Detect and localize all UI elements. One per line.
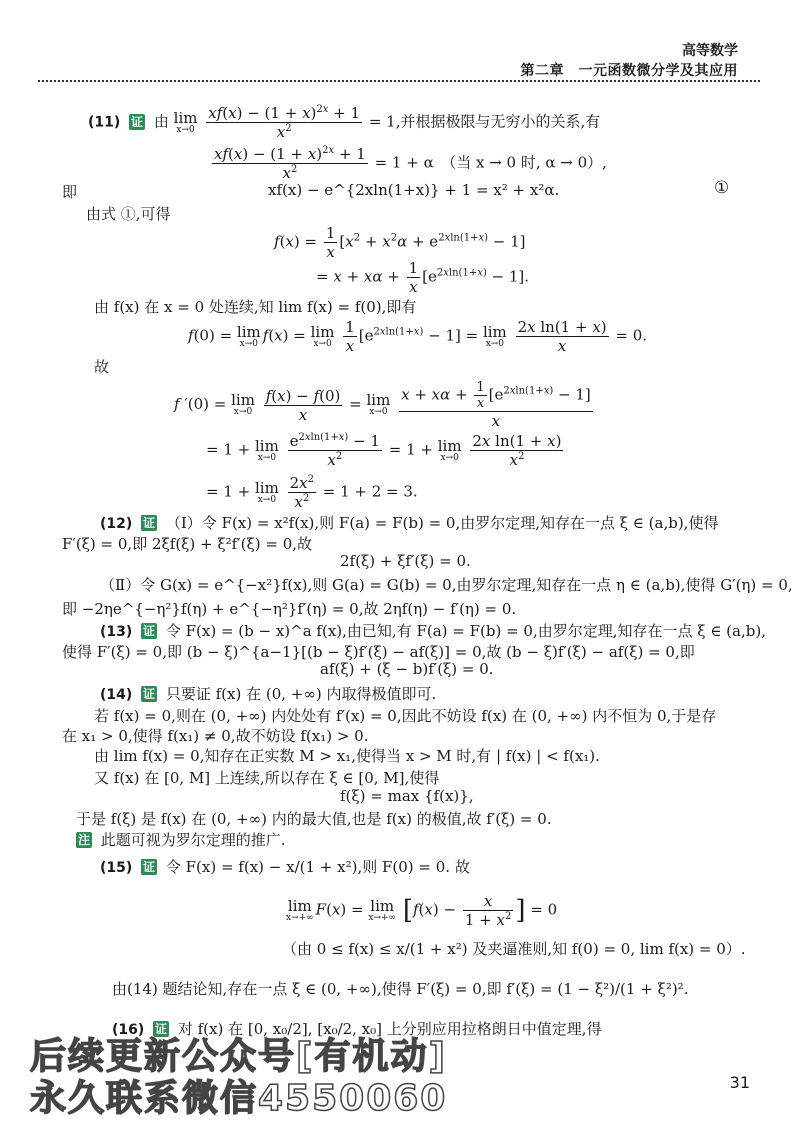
problem-number: (11) [88,114,121,131]
problem-number: (16) [112,1022,145,1038]
p13-line1: (13) 证 令 F(x) = (b − x)^a f(x),由已知,有 F(a) = F(b) = 0,由罗尔定理,知存在一点 ξ ∈ (a,b), [100,622,766,640]
p14-note: 注 此题可视为罗尔定理的推广. [77,831,286,849]
p14-line3: 在 x₁ > 0,使得 f(x₁) ≠ 0,故不妨设 f(x₁) > 0. [62,727,369,745]
p13-line2: 使得 F′(ξ) = 0,即 (b − ξ)^{a−1}[(b − ξ)f′(ξ) − af(ξ)] = 0,故 (b − ξ)f′(ξ) − af(ξ) = 0,即 [62,643,695,661]
fraction: $\frac{xf(x) - (1 + x)^{2x} + 1}{x^2}$ [208,104,361,141]
proof-label: 证 [143,860,156,874]
note-label: 注 [77,833,90,847]
p11-line12: = 1 + lim x→0 $\frac{2x^2}{x^2}$ = 1 + 2 = 3. [206,474,418,511]
proof-label: 证 [155,1022,168,1036]
p14-line4: 由 lim f(x) = 0,知存在正实数 M > x₁,使得当 x > M 时,有 | f(x) | < f(x₁). [94,747,600,765]
problem-number: (12) [100,516,133,532]
p14-line5: 又 f(x) 在 [0, M] 上连续,所以存在 ξ ∈ [0, M],使得 [94,769,440,787]
p12-line4: （Ⅱ）令 G(x) = e^{−x²}f(x),则 G(a) = G(b) = 0,由罗尔定理,知存在一点 η ∈ (a,b),使得 G′(η) = 0, [100,576,793,594]
p11-line9: 故 [94,358,110,376]
watermark-line1: 后续更新公众号[有机动] [30,1036,447,1077]
header-divider [38,80,760,82]
p14-line6: f(ξ) = max {f(x)}, [340,787,474,805]
problem-number: (13) [100,624,133,640]
p15-line3: （由 0 ≤ f(x) ≤ x/(1 + x²) 及夹逼准则,知 f(0) = 0, lim f(x) = 0）. [282,940,746,958]
book-title: 高等数学 [682,43,738,59]
equation-number: ① [714,178,730,198]
p11-line6: = x + xα + $\frac{1}{x}$ $[e^{2xln(1+x)} - 1]$. [316,259,530,296]
p11-line5: f(x) = $\frac{1}{x}$ $[x^2 + x^2\alpha + e^{2xln(1+x)} - 1]$ [274,224,526,261]
p11-line11: = 1 + lim x→0 $\frac{e^{2xln(1+x)} - 1}{x^2}$ = 1 + lim x→0 $\frac{\text{2x ln(1 + x)}}{x^2}$ [206,432,562,469]
p11-line3-lead: 即 [62,183,78,201]
p12-line3: 2f(ξ) + ξf′(ξ) = 0. [340,552,471,570]
p11-equation-1: xf(x) − e^{2xln(1+x)} + 1 = x² + x²α. [268,181,560,199]
p16-line1: (16) 证 对 f(x) 在 [0, x₀/2], [x₀/2, x₀] 上分别应用拉格朗日中值定理,得 [112,1020,602,1038]
proof-label: 证 [131,114,144,129]
p12-line1: (12) 证 （Ⅰ）令 F(x) = x²f(x),则 F(a) = F(b) = 0,由罗尔定理,知存在一点 ξ ∈ (a,b),使得 [100,514,719,532]
proof-label: 证 [143,516,156,530]
problem-number: (15) [100,860,133,876]
p12-line2: F′(ξ) = 0,即 2ξf(ξ) + ξ²f′(ξ) = 0,故 [62,535,313,553]
p11-line2: $\frac{xf(x) - (1 + x)^{2x} + 1}{x^2}$ = 1 + α （当 x → 0 时, α → 0）, [214,145,607,182]
p11-line8: f(0) = lim x→0 f(x) = lim x→0 $\frac{1}{x}$ $[e^{2xln(1+x)} - 1]$ = lim x→0 $\frac{\text{2x ln(1 + x)}}{x}$ = 0. [188,318,648,355]
p11-line1: (11) 证 由 lim x→0 $\frac{xf(x) - (1 + x)^{2x} + 1}{x^2}$ = 1,并根据极限与无穷小的关系,有 [88,104,601,141]
p14-line2: 若 f(x) = 0,则在 (0, +∞) 内处处有 f′(x) = 0,因此不妨设 f(x) 在 (0, +∞) 内不恒为 0,于是存 [94,707,717,725]
p13-line3: af(ξ) + (ξ − b)f′(ξ) = 0. [320,660,494,678]
proof-label: 证 [143,624,156,638]
p14-line1: (14) 证 只要证 f(x) 在 (0, +∞) 内取得极值即可. [100,685,437,703]
p14-line7: 于是 f(ξ) 是 f(x) 在 (0, +∞) 内的最大值,也是 f(x) 的极值,故 f′(ξ) = 0. [76,810,552,828]
problem-number: (14) [100,687,133,703]
p11-line4: 由式 ①,可得 [86,205,171,223]
p15-line2: lim x→+∞ F(x) = lim x→+∞ [f(x) − $\frac{x}{1 + x^2}$ ] = 0 [286,892,558,929]
p11-line7: 由 f(x) 在 x = 0 处连续,知 lim f(x) = f(0),即有 [94,298,417,316]
p15-line1: (15) 证 令 F(x) = f(x) − x/(1 + x²),则 F(0) = 0. 故 [100,858,470,876]
p15-line4: 由(14) 题结论知,存在一点 ξ ∈ (0, +∞),使得 F′(ξ) = 0,即 f′(ξ) = (1 − ξ²)/(1 + ξ²)². [112,980,689,998]
p11-line10: f ′(0) = lim x→0 $\frac{f(x) - f(0)}{x}$ = lim x→0 x + xα + $\frac{1}{x}$ $[e^{2xln(1+x)} - 1]$ x [174,380,591,430]
chapter-title: 第二章 一元函数微分学及其应用 [520,63,738,79]
page-number: 31 [729,1073,750,1092]
fraction: $\frac{xf(x) - (1 + x)^{2x} + 1}{x^2}$ [214,145,366,182]
lim-x-to-0: lim x→0 [173,108,198,135]
p12-line5: 即 −2ηe^{−η²}f(η) + e^{−η²}f′(η) = 0,故 2ηf(η) − f′(η) = 0. [62,600,517,618]
proof-label: 证 [143,687,156,701]
watermark-line2: 永久联系微信4550060 [30,1078,448,1119]
